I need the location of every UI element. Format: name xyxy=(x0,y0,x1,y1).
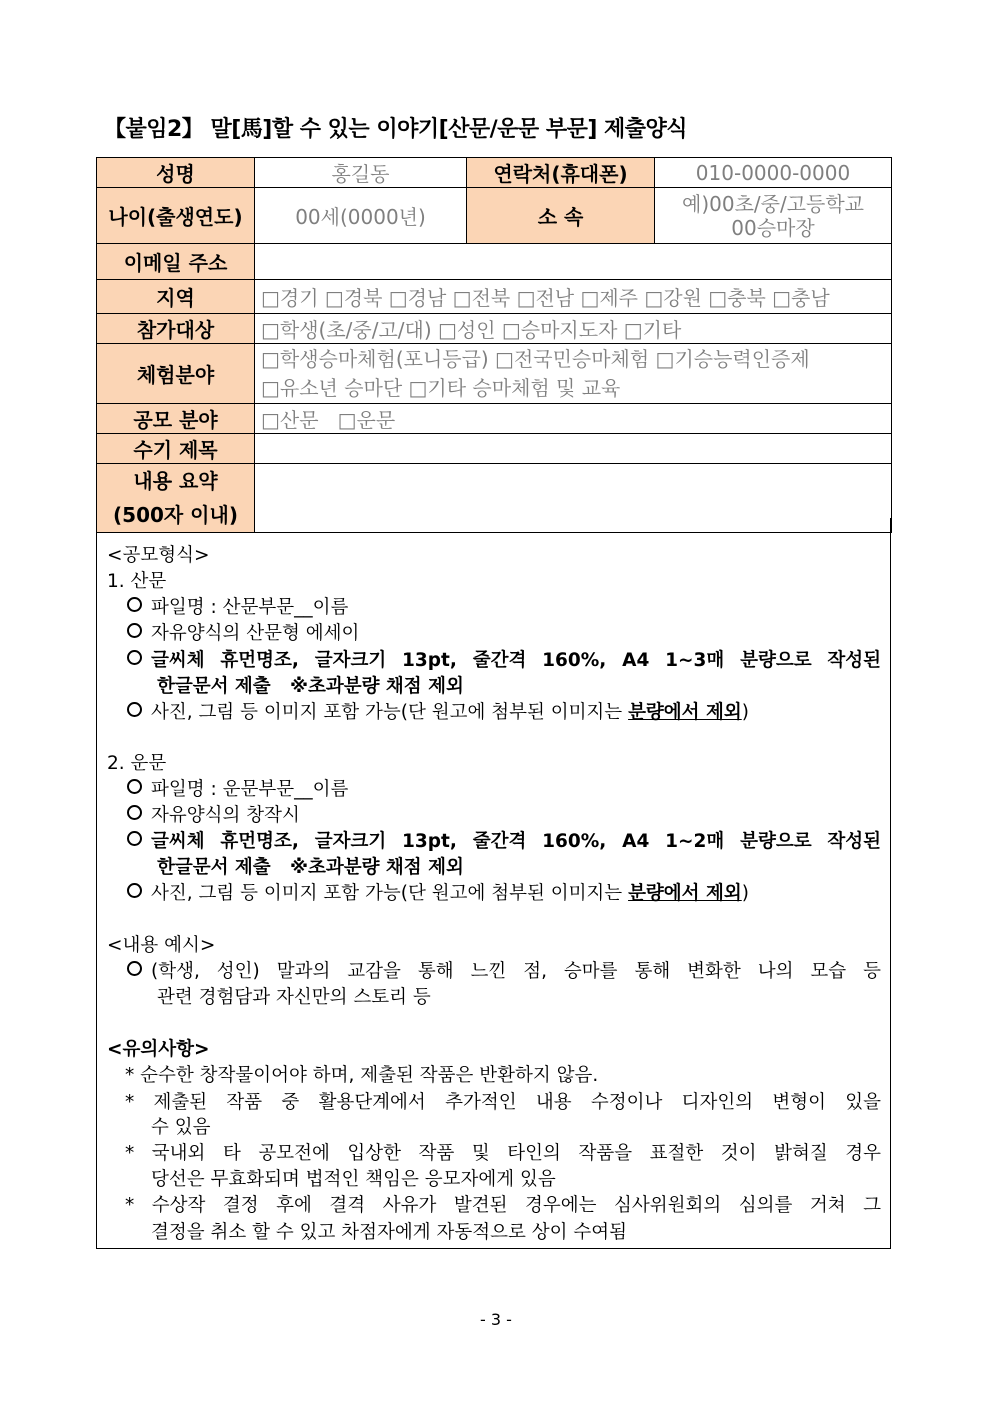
caution-1: * 순수한 창작물이어야 하며, 제출된 작품은 반환하지 않음. xyxy=(125,1065,599,1086)
bullet-icon xyxy=(127,961,142,976)
essay-title-label: 수기 제목 xyxy=(97,434,255,464)
bullet-icon xyxy=(127,650,142,665)
bullet-icon xyxy=(127,805,142,820)
summary-label-line-1: 내용 요약 xyxy=(133,469,218,493)
verse-item-submit: 한글문서 제출 ※초과분량 채점 제외 xyxy=(157,857,464,878)
age-label: 나이(출생연도) xyxy=(97,188,255,244)
experience-label: 체험분야 xyxy=(97,344,255,404)
affiliation-field[interactable] xyxy=(655,188,892,244)
prose-item-format: 자유양식의 산문형 에세이 xyxy=(127,622,359,646)
experience-options[interactable] xyxy=(255,344,892,404)
verse-heading: 2. 운문 xyxy=(107,753,167,774)
caution-heading: <유의사항> xyxy=(107,1039,210,1060)
verse-item-filename: 파일명 : 운문부문__이름 xyxy=(127,778,348,802)
example-line-2: 관련 경험담과 자신만의 스토리 등 xyxy=(157,987,431,1008)
phone-field[interactable]: 010-0000-0000 xyxy=(655,158,892,188)
prose-item-filename: 파일명 : 산문부문__이름 xyxy=(127,596,348,620)
bullet-icon xyxy=(127,623,142,638)
summary-label-line-2: (500자 이내) xyxy=(113,503,238,527)
verse-item-images: 사진, 그림 등 이미지 포함 가능(단 원고에 첨부된 이미지는 분량에서 제외) xyxy=(127,882,749,906)
caution-3-cont: 당선은 무효화되며 법적인 책임은 응모자에게 있음 xyxy=(151,1169,556,1190)
prose-item-submit: 한글문서 제출 ※초과분량 채점 제외 xyxy=(157,676,464,697)
target-label: 참가대상 xyxy=(97,314,255,344)
category-options[interactable]: □산문 □운문 xyxy=(255,404,892,434)
bullet-icon xyxy=(127,779,142,794)
verse-item-font-rule: 글씨체 휴먼명조, 글자크기 13pt, 줄간격 160%, A4 1~2매 분량으로 작성된 xyxy=(127,830,881,854)
affiliation-label: 소 속 xyxy=(467,188,655,244)
example-line-1: (학생, 성인) 말과의 교감을 통해 느낀 점, 승마를 통해 변화한 나의 모습 등 xyxy=(127,960,881,984)
bullet-icon xyxy=(127,831,142,846)
application-form xyxy=(96,157,892,533)
prose-item-font-rule: 글씨체 휴먼명조, 글자크기 13pt, 줄간격 160%, A4 1~3매 분량으로 작성된 xyxy=(127,649,881,673)
phone-label: 연락처(휴대폰) xyxy=(467,158,655,188)
page-number: - 3 - xyxy=(480,1310,512,1329)
essay-title-field[interactable] xyxy=(255,434,892,464)
region-options[interactable]: □경기 □경북 □경남 □전북 □전남 □제주 □강원 □충북 □충남 xyxy=(255,280,892,314)
bullet-icon xyxy=(127,702,142,717)
email-field[interactable] xyxy=(255,244,892,280)
affiliation-value-club: 00승마장 xyxy=(731,215,815,240)
verse-item-format: 자유양식의 창작시 xyxy=(127,804,300,828)
email-label: 이메일 주소 xyxy=(97,244,255,280)
caution-4-cont: 결정을 취소 할 수 있고 차점자에게 자동적으로 상이 수여됨 xyxy=(151,1222,627,1243)
category-label: 공모 분야 xyxy=(97,404,255,434)
age-field[interactable]: 00세(0000년) xyxy=(255,188,467,244)
guidelines-box xyxy=(96,518,891,1249)
name-field[interactable]: 홍길동 xyxy=(255,158,467,188)
prose-heading: 1. 산문 xyxy=(107,571,167,592)
region-label: 지역 xyxy=(97,280,255,314)
experience-options-line-2: □유소년 승마단 □기타 승마체험 및 교육 xyxy=(261,375,621,400)
page-title: 【붙임2】 말[馬]할 수 있는 이야기[산문/운문 부문] 제출양식 xyxy=(104,117,688,142)
bullet-icon xyxy=(127,883,142,898)
bullet-icon xyxy=(127,597,142,612)
caution-4: * 수상작 결정 후에 결격 사유가 발견된 경우에는 심사위원회의 심의를 거쳐 그 xyxy=(125,1195,881,1216)
format-heading: <공모형식> xyxy=(107,545,210,566)
caution-2-cont: 수 있음 xyxy=(151,1117,211,1138)
caution-2: * 제출된 작품 중 활용단계에서 추가적인 내용 수정이나 디자인의 변형이 있을 xyxy=(125,1092,881,1113)
prose-item-images: 사진, 그림 등 이미지 포함 가능(단 원고에 첨부된 이미지는 분량에서 제외) xyxy=(127,701,749,725)
example-heading: <내용 예시> xyxy=(107,935,216,956)
affiliation-value-school: 예)00초/중/고등학교 xyxy=(682,191,864,216)
experience-options-line-1: □학생승마체험(포니등급) □전국민승마체험 □기승능력인증제 xyxy=(261,346,810,371)
caution-3: * 국내외 타 공모전에 입상한 작품 및 타인의 작품을 표절한 것이 밝혀질 경우 xyxy=(125,1143,881,1164)
name-label: 성명 xyxy=(97,158,255,188)
target-options[interactable]: □학생(초/중/고/대) □성인 □승마지도자 □기타 xyxy=(255,314,892,344)
